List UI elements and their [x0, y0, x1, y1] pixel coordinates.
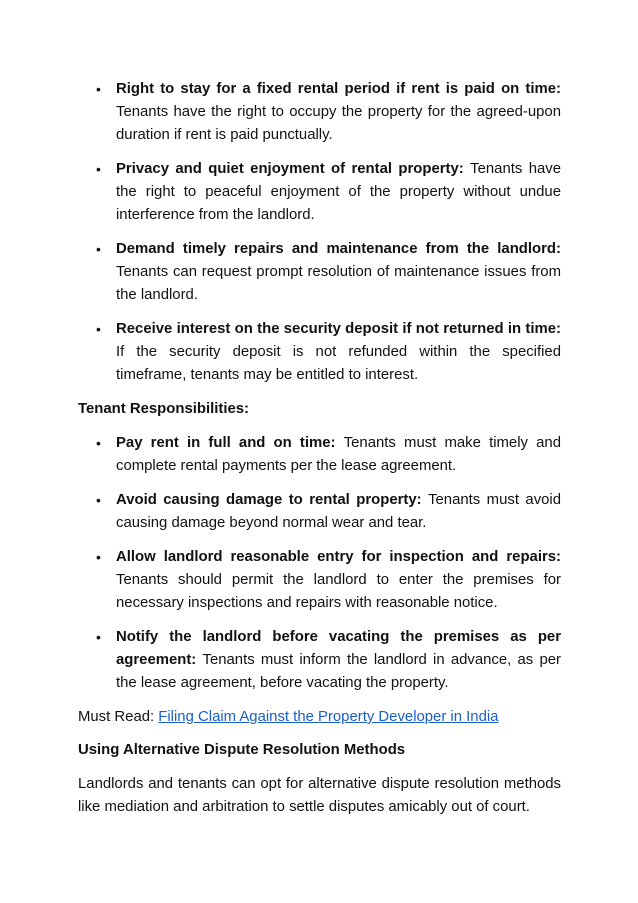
item-title: Avoid causing damage to rental property: — [116, 492, 422, 508]
list-item — [78, 238, 561, 307]
item-text: Tenants should permit the landlord to enter the premises for necessary inspections and repairs with reasonable notice. — [116, 572, 561, 611]
bullet-icon: • — [96, 435, 101, 451]
list-item — [78, 546, 561, 615]
list-item — [78, 489, 561, 535]
item-title: Right to stay for a fixed rental period if rent is paid on time: — [116, 81, 561, 97]
adr-heading: Using Alternative Dispute Resolution Methods — [78, 742, 406, 758]
list-item — [78, 626, 561, 695]
item-title: Notify the landlord before vacating the premises as per agreement: — [116, 629, 561, 668]
item-title: Demand timely repairs and maintenance from the landlord: — [116, 241, 561, 257]
item-text: Tenants can request prompt resolution of maintenance issues from the landlord. — [116, 264, 561, 303]
list-item — [78, 432, 561, 478]
bullet-icon: • — [96, 81, 101, 97]
item-text: If the security deposit is not refunded within the specified timeframe, tenants may be entitled to interest. — [116, 344, 561, 383]
item-text: Tenants must make timely and complete rental payments per the lease agreement. — [116, 435, 561, 474]
item-title: Pay rent in full and on time: — [116, 435, 336, 451]
list-item — [78, 318, 561, 387]
item-title: Privacy and quiet enjoyment of rental property: — [116, 161, 464, 177]
bullet-icon: • — [96, 161, 101, 177]
bullet-icon: • — [96, 492, 101, 508]
item-text: Tenants have the right to occupy the property for the agreed-upon duration if rent is paid punctually. — [116, 104, 561, 143]
must-read-label: Must Read: — [78, 709, 159, 725]
bullet-icon: • — [96, 549, 101, 565]
list-item — [78, 78, 561, 147]
responsibilities-heading: Tenant Responsibilities: — [78, 401, 249, 417]
must-read-line — [78, 706, 561, 729]
must-read-link[interactable]: Filing Claim Against the Property Developer in India — [158, 709, 499, 725]
list-item — [78, 158, 561, 227]
bullet-icon: • — [96, 629, 101, 645]
adr-paragraph: Landlords and tenants can opt for alternative dispute resolution methods like mediation and arbitration to settle disputes amicably out of court. — [78, 776, 561, 815]
document-page — [78, 78, 561, 829]
item-text: Tenants must avoid causing damage beyond normal wear and tear. — [116, 492, 562, 531]
item-title: Receive interest on the security deposit if not returned in time: — [116, 321, 561, 337]
tenant-rights-list — [78, 78, 561, 387]
tenant-responsibilities-list — [78, 432, 561, 695]
item-text: Tenants must inform the landlord in advance, as per the lease agreement, before vacating the property. — [116, 652, 561, 691]
item-title: Allow landlord reasonable entry for inspection and repairs: — [116, 549, 561, 565]
item-text: Tenants have the right to peaceful enjoyment of the property without undue interference from the landlord. — [116, 161, 561, 223]
bullet-icon: • — [96, 241, 101, 257]
bullet-icon: • — [96, 321, 101, 337]
